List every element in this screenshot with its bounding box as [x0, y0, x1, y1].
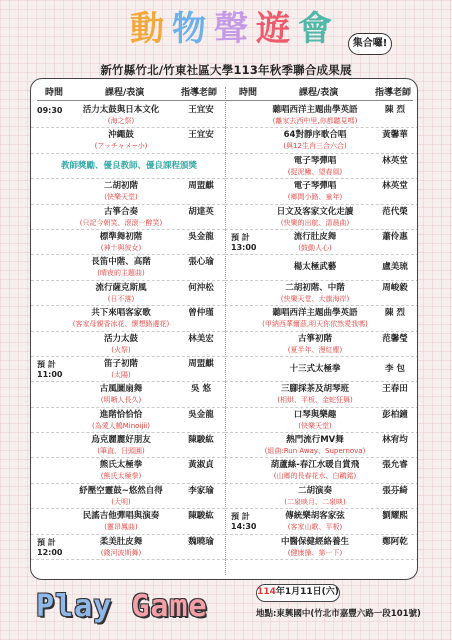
program-row: [31, 484, 225, 509]
row-course: 古箏合奏: [103, 206, 138, 217]
program-row: [225, 484, 418, 509]
program-row: [225, 433, 418, 458]
program-row: [31, 382, 225, 407]
row-course: 進階恰恰恰: [99, 409, 143, 420]
row-teacher: 吳 悠: [191, 384, 211, 395]
event-date: [256, 584, 340, 602]
row-song: (神十與彼女): [100, 243, 142, 252]
row-course: 紓壓空靈鼓~悠然自得: [79, 485, 163, 496]
row-song: (快樂天堂): [104, 193, 138, 202]
row-teacher: 盧美琉: [382, 262, 408, 273]
row-course: 葫蘆絲-春江水暖自賞飛: [270, 460, 360, 471]
play-game-letter: m: [169, 589, 189, 624]
row-course: 中醫保健經絡養生: [280, 536, 349, 547]
row-song: (火祭): [111, 345, 131, 354]
row-song: (捉泥鰍、望春風): [287, 167, 343, 176]
row-teacher: 吳金龍: [188, 409, 214, 420]
row-teacher: 林英堂: [382, 155, 408, 166]
program-row: [225, 230, 418, 255]
row-song: (アッチャメ~小): [94, 142, 148, 151]
gather-badge: 集合囉!: [348, 33, 392, 55]
program-row: [31, 509, 225, 534]
row-teacher: 陳駿紘: [188, 435, 214, 446]
row-teacher: 陳 烈: [385, 105, 405, 115]
event-venue: 地點:東興國中(竹北市嘉豐六路一段101號): [256, 609, 421, 619]
row-song: (健康操、第一下): [287, 548, 343, 557]
program-row: [31, 230, 225, 255]
schedule-header-right: [31, 85, 417, 99]
program-row: [31, 433, 225, 458]
play-game-logo: [36, 585, 256, 629]
program-row: [225, 179, 418, 204]
schedule-right-column: [225, 103, 418, 560]
title-char: 聲: [214, 9, 248, 49]
title-char: 動: [130, 9, 164, 49]
row-course: 二胡演奏: [297, 485, 332, 496]
program-row: [225, 281, 418, 306]
row-song: (海之祭): [107, 117, 135, 125]
title-char: 物: [172, 9, 206, 49]
row-course: 三腳採茶及胡琴班: [280, 384, 349, 395]
row-teacher: 陳駿紘: [188, 511, 214, 522]
program-row: [225, 255, 418, 280]
row-course: 流行肚皮舞: [293, 231, 337, 242]
row-course: 傳統樂胡客家弦: [285, 511, 345, 522]
row-time: 預 計 11:00: [37, 359, 63, 379]
row-teacher: 張芬綺: [382, 485, 408, 496]
row-course: 電子琴彈唱: [293, 155, 337, 166]
row-song: (鼓動人心): [298, 243, 332, 252]
row-teacher: 李 包: [385, 363, 405, 374]
program-row: [225, 535, 418, 560]
row-teacher: 林美宏: [188, 333, 214, 344]
col-course-label: 課程/表演: [299, 88, 339, 98]
row-song: (錢河波斯舞): [100, 548, 142, 557]
row-course: 古風圖扇舞: [99, 384, 143, 395]
program-row: [225, 408, 418, 433]
col-time-label: 時間: [239, 88, 258, 98]
notice-text: 教師獎勵、優良教師、優良課程頒獎: [60, 160, 197, 171]
date-rest: 年1月11日(六): [275, 587, 339, 597]
program-row: [225, 382, 418, 407]
program-row: [31, 103, 225, 128]
program-row: [225, 154, 418, 179]
row-course: 共下來唱客家歌: [91, 308, 151, 319]
row-time: 預 計 14:30: [231, 512, 257, 532]
row-song: (山鄉的長春花水、白鷗銘): [273, 472, 357, 481]
row-course: 長笛中階、高階: [91, 257, 151, 268]
row-teacher: 王春田: [382, 384, 408, 395]
program-row: [225, 103, 418, 128]
play-game-letter: y: [93, 589, 113, 624]
row-teacher: 蕭伶惠: [382, 231, 408, 242]
row-song: (只記今朝笑、滾滾一醉笑): [79, 218, 163, 227]
notice-row: [31, 154, 225, 179]
row-song: (客家母親香冰花、懷想路邊花): [72, 320, 170, 329]
row-song: (日不落): [107, 294, 135, 303]
row-time: 預 計 13:00: [231, 232, 257, 252]
program-row: [31, 408, 225, 433]
program-row: [225, 357, 418, 382]
row-song: (快樂天堂): [298, 421, 332, 430]
row-course: 烏克麗麗好朋友: [91, 435, 151, 446]
row-course: 電子琴彈唱: [293, 181, 337, 192]
row-song: (熊氏太極拳): [100, 472, 142, 481]
row-song: (夏半年、漫紅塵): [287, 345, 343, 354]
row-course: 聽唱西洋主題曲學英語: [272, 105, 358, 115]
row-teacher: 吳金龍: [188, 231, 214, 242]
program-row: [31, 357, 225, 382]
row-teacher: 胡達英: [188, 206, 214, 217]
play-game-letter: G: [131, 589, 151, 624]
row-teacher: 陳 烈: [385, 308, 405, 319]
col-time-label: 時間: [45, 88, 64, 98]
row-teacher: 王宜安: [188, 105, 214, 115]
row-time: 09:30: [37, 106, 63, 115]
row-song: (與12生肖三合六合): [283, 142, 347, 151]
row-teacher: 李家瑜: [188, 485, 214, 496]
program-row: [31, 535, 225, 560]
play-game-letter: P: [36, 589, 56, 624]
row-course: 楊太極武藝: [293, 262, 337, 273]
program-row: [31, 332, 225, 357]
row-time: 預 計 12:00: [37, 537, 63, 557]
row-teacher: 魏曉瑜: [188, 536, 214, 547]
program-row: [225, 458, 418, 483]
row-song: (相烘、平板、金蛇狂舞): [277, 396, 353, 405]
row-song: (靈昂鳳曲): [104, 523, 138, 532]
row-teacher: 黃馨華: [382, 130, 408, 141]
play-game-letter: [112, 589, 131, 624]
schedule-left-column: [31, 103, 225, 560]
row-song: (離家去西中里,你都聽見嗎): [272, 117, 358, 125]
row-teacher: 曾仲瑾: [188, 308, 214, 319]
play-game-letter: e: [188, 589, 208, 624]
row-song: (筆直、日頭圓): [97, 447, 145, 456]
row-course: 流行薩克斯風: [95, 282, 147, 293]
row-teacher: 鄭阿乾: [382, 536, 408, 547]
row-course: 柔美肚皮舞: [99, 536, 143, 547]
program-row: [225, 332, 418, 357]
col-teacher-label: 指導老師: [181, 88, 218, 98]
row-song: (鄉間小路、童年): [287, 193, 343, 202]
row-song: (組曲:Run Away、Supernova): [264, 447, 366, 456]
row-song: (大明): [111, 497, 131, 506]
program-row: [31, 128, 225, 153]
row-course: 笛子初階: [103, 358, 138, 369]
program-row: [31, 458, 225, 483]
row-course: 民謠吉他彈唱與演奏: [82, 511, 160, 522]
row-song: (明晰人長久): [100, 396, 142, 405]
program-row: [225, 306, 418, 331]
row-song: (甲納西華爾茲,明天你依然愛我嗎): [262, 320, 368, 329]
title-char: 會: [298, 9, 332, 49]
row-course: 沖繩鼓: [108, 130, 134, 141]
play-game-letter: a: [74, 589, 94, 624]
program-row: [225, 128, 418, 153]
row-song: (客家山歌、平板): [287, 523, 343, 532]
row-teacher: 范代榮: [382, 206, 408, 217]
program-row: [31, 306, 225, 331]
row-course: 古箏初階: [297, 333, 332, 344]
program-row: [225, 205, 418, 230]
row-teacher: 周峻毅: [382, 282, 408, 293]
row-song: (晴夜的主題曲): [97, 269, 145, 278]
row-teacher: 黃淑貞: [188, 460, 214, 471]
row-course: 二胡初階、中階: [285, 282, 345, 293]
row-teacher: 王宜安: [188, 130, 214, 141]
row-teacher: 劉耀熙: [382, 511, 408, 522]
title-char: 遊: [256, 9, 290, 49]
row-teacher: 范馨瑩: [382, 333, 408, 344]
row-song: (二泉映月、二泉映): [284, 497, 346, 506]
row-course: 活力太鼓: [103, 333, 138, 344]
row-teacher: 何沖松: [188, 282, 214, 293]
row-course: 活力太鼓與日本文化: [82, 105, 160, 115]
row-course: 二胡初階: [103, 181, 138, 192]
row-course: 十三式太極拳: [289, 363, 341, 374]
row-course: 口琴與樂趣: [293, 409, 337, 420]
event-subtitle: 新竹縣竹北/竹東社區大學113年秋季聯合成果展: [100, 63, 352, 77]
col-course-label: 課程/表演: [105, 88, 145, 98]
schedule-panel: [30, 78, 418, 580]
row-song: (快樂天堂、大旗海岸): [280, 294, 350, 303]
row-course: 熊氏太極拳: [99, 460, 143, 471]
play-game-letter: a: [150, 589, 170, 624]
row-song: (為愛人鶴Minoijii): [92, 421, 150, 430]
row-song: (快樂的出航、清晨曲): [280, 218, 350, 227]
row-course: 聽唱西洋主題曲學英語: [272, 308, 358, 319]
row-course: 熱門流行MV舞: [286, 435, 344, 446]
program-row: [31, 179, 225, 204]
program-row: [31, 205, 225, 230]
row-teacher: 周盟麒: [188, 358, 214, 369]
row-course: 64對靜序歌合唱: [283, 130, 347, 141]
date-year: 114: [257, 587, 276, 597]
col-teacher-label: 指導老師: [375, 88, 412, 98]
row-teacher: 張允睿: [382, 460, 408, 471]
row-course: 標準舞初階: [99, 231, 143, 242]
row-song: (太陽): [111, 370, 131, 379]
row-teacher: 林英堂: [382, 181, 408, 192]
row-teacher: 張心瑜: [188, 257, 214, 268]
row-teacher: 林宥均: [382, 435, 408, 446]
play-game-letter: l: [55, 589, 75, 624]
program-row: [31, 255, 225, 280]
program-row: [31, 281, 225, 306]
row-course: 日文及客家文化走讀: [276, 206, 354, 217]
row-teacher: 周盟麒: [188, 181, 214, 192]
row-teacher: 彭柏鐘: [382, 409, 408, 420]
program-row: [225, 509, 418, 534]
